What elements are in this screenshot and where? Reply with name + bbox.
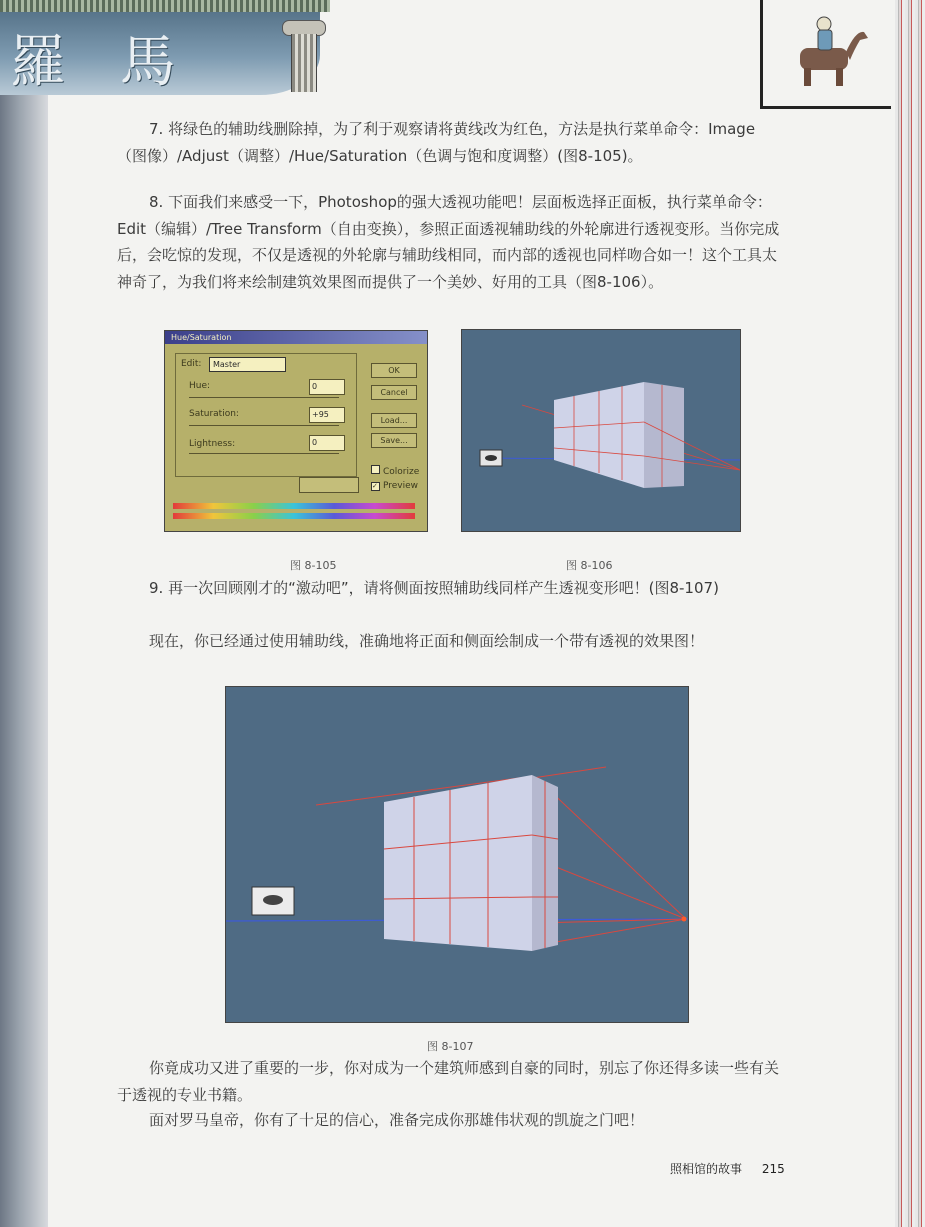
- result-spectrum-bar: [173, 513, 415, 519]
- page-gutter: [0, 0, 48, 1227]
- eyedropper-tools[interactable]: [299, 477, 359, 493]
- paragraph-step7: 7. 将绿色的辅助线删除掉，为了利于观察请将黄线改为红色，方法是执行菜单命令：Image（图像）/Adjust（调整）/Hue/Saturation（色调与饱和度调整）(图8-105)。: [117, 120, 756, 165]
- colorize-checkbox[interactable]: Colorize: [371, 465, 419, 477]
- paragraph-result: 现在，你已经通过使用辅助线，准确地将正面和侧面绘制成一个带有透视的效果图！: [149, 632, 705, 650]
- lightness-field[interactable]: 0: [309, 435, 345, 451]
- edit-select[interactable]: Master: [209, 357, 286, 372]
- paragraph-step8: 8. 下面我们来感受一下，Photoshop的强大透视功能吧！层面板选择正面板，执行菜单命令：Edit（编辑）/Tree Transform（自由变换），参照正面透视辅助线的外轮廓进行透视变形。当你完成后，会吃惊的发现，不仅是透视的外轮廓与辅助线相同，而内部的透视也同样吻合如一！这个工具太神奇了，为我们将来绘制建筑效果图而提供了一个美妙、好用的工具（图8-106）。: [117, 193, 780, 291]
- paragraph-step9: 9. 再一次回顾刚才的“激动吧”，请将侧面按照辅助线同样产生透视变形吧！(图8-107): [149, 579, 719, 597]
- page-footer: [670, 1160, 801, 1177]
- hue-spectrum-bar: [173, 503, 415, 509]
- figure-8-107-caption: 图 8-107: [427, 1040, 474, 1053]
- paragraph-closing: 面对罗马皇帝，你有了十足的信心，准备完成你那雄伟状观的凯旋之门吧！: [149, 1111, 645, 1129]
- footer-page-number: 215: [761, 1162, 785, 1176]
- paragraph-progress: 你竟成功又进了重要的一步，你对成为一个建筑师感到自豪的同时，别忘了你还得多读一些有关于透视的专业书籍。: [117, 1059, 780, 1104]
- footer-book-title: 照相馆的故事: [670, 1162, 743, 1176]
- figure-8-105-hue-saturation-dialog: [164, 330, 428, 532]
- saturation-label: Saturation:: [189, 409, 239, 419]
- saturation-slider[interactable]: [189, 425, 339, 426]
- page-edges: [895, 0, 925, 1227]
- camel-rider-illustration: [790, 10, 880, 90]
- save-button[interactable]: Save...: [371, 433, 417, 448]
- figure-8-105-caption: 图 8-105: [290, 559, 337, 572]
- hue-label: Hue:: [189, 381, 211, 391]
- lightness-label: Lightness:: [189, 439, 236, 449]
- figure-8-106-caption: 图 8-106: [566, 559, 613, 572]
- hue-field[interactable]: 0: [309, 379, 345, 395]
- edit-label: Edit:: [181, 359, 202, 369]
- cancel-button[interactable]: Cancel: [371, 385, 417, 400]
- hue-slider[interactable]: [189, 397, 339, 398]
- saturation-field[interactable]: +95: [309, 407, 345, 423]
- ionic-column-icon: [282, 20, 324, 90]
- load-button[interactable]: Load...: [371, 413, 417, 428]
- dialog-title: Hue/Saturation: [165, 331, 427, 344]
- figure-8-107-perspective-box: [225, 686, 689, 1023]
- ok-button[interactable]: OK: [371, 363, 417, 378]
- preview-checkbox[interactable]: ✓ Preview: [372, 481, 419, 491]
- chapter-banner: [0, 0, 320, 95]
- chapter-title: 羅 馬: [10, 30, 194, 95]
- figure-8-106-perspective-front: [461, 329, 741, 532]
- banner-frieze: [0, 0, 330, 12]
- lightness-slider[interactable]: [189, 453, 339, 454]
